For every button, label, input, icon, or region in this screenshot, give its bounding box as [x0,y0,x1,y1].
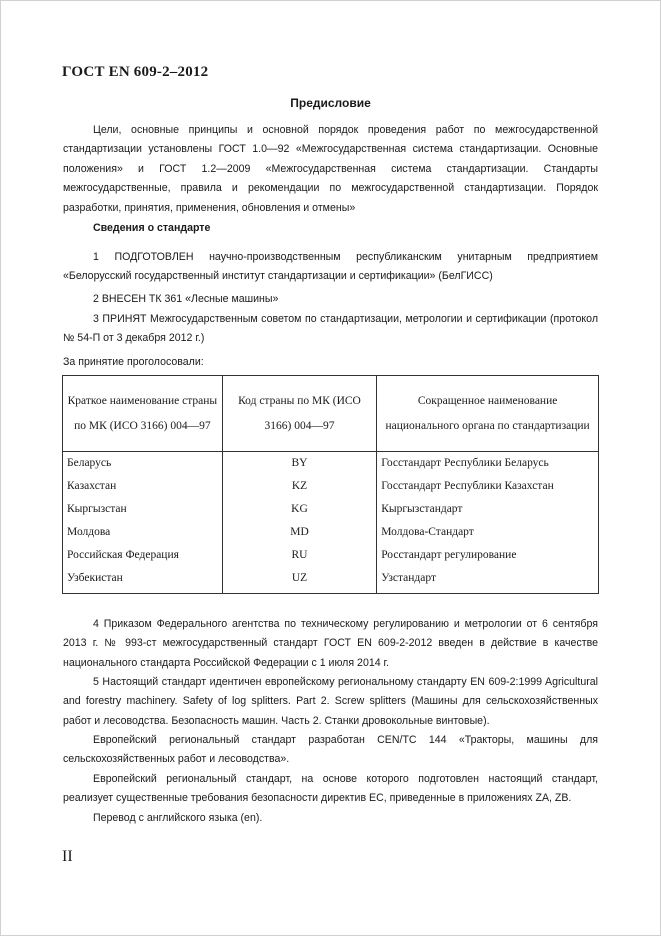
intro-paragraph: Цели, основные принципы и основной порядок проведения работ по межгосударственной стандартизации установлены ГОСТ 1.0—92 «Межгосударственная система стандартизации. Основные положения» и ГОСТ 1.2—2009 «Межгосударственная система стандартизации. Стандарты межгосударственные, правила и рекомендации по межгосударственной стандартизации. Порядок разработки, принятия, применения, обновления и отмены» [63,124,598,214]
table-row [63,544,599,567]
regional-standard-requirements: Европейский региональный стандарт, на основе которого подготовлен настоящий стандарт, реализует существенные требования безопасности директив ЕС, приведенные в приложениях ZA, ZB. [63,773,598,805]
voting-table [62,375,599,594]
country-cell: Российская Федерация [63,544,223,567]
item-1-prepared: 1 ПОДГОТОВЛЕН научно-производственным республиканским унитарным предприятием «Белорусский государственный институт стандартизации и сертификации» (БелГИСС) [63,251,598,283]
standard-code: ГОСТ EN 609-2–2012 [62,64,209,80]
header-country: Краткое наименование страны по МК (ИСО 3166) 004—97 [63,376,223,452]
translation-note: Перевод с английского языка (en). [93,812,263,824]
country-cell: Молдова [63,521,223,544]
item-2-submitted: 2 ВНЕСЕН ТК 361 «Лесные машины» [93,293,279,305]
table-row [63,475,599,498]
body-cell: Молдова-Стандарт [377,521,599,544]
code-cell: MD [222,521,376,544]
body-cell: Госстандарт Республики Беларусь [377,452,599,476]
header-code: Код страны по МК (ИСО 3166) 004—97 [222,376,376,452]
page-number: II [62,848,73,865]
code-cell: BY [222,452,376,476]
country-cell: Беларусь [63,452,223,476]
header-body: Сокращенное наименование национального органа по стандартизации [377,376,599,452]
table-row [63,452,599,476]
body-cell: Кыргызстандарт [377,498,599,521]
body-cell: Госстандарт Республики Казахстан [377,475,599,498]
item-4-order: 4 Приказом Федерального агентства по техническому регулированию и метрологии от 6 сентября 2013 г. № 993-ст межгосударственный стандарт ГОСТ EN 609-2-2012 введен в действие в качестве национального стандарта Российской Федерации с 1 июля 2014 г. [63,618,598,669]
table-header-row [63,376,599,452]
country-cell: Узбекистан [63,567,223,594]
item-3-adopted: 3 ПРИНЯТ Межгосударственным советом по стандартизации, метрологии и сертификации (протокол № 54-П от 3 декабря 2012 г.) [63,313,598,345]
body-cell: Узстандарт [377,567,599,594]
table-row [63,567,599,594]
code-cell: UZ [222,567,376,594]
vote-label: За принятие проголосовали: [63,356,204,368]
page-title: Предисловие [290,96,371,110]
item-5-identical: 5 Настоящий стандарт идентичен европейскому региональному стандарту EN 609-2:1999 Agricultural and forestry machinery. Safety of log splitters. Part 2. Screw splitters (Машины для сельскохозяйственных работ и лесоводства. Безопасность машин. Часть 2. Станки дровокольные винтовые). [63,676,598,727]
country-cell: Кыргызстан [63,498,223,521]
regional-standard-developer: Европейский региональный стандарт разработан CEN/TC 144 «Тракторы, машины для сельскохозяйственных работ и лесоводства». [63,734,598,766]
code-cell: KG [222,498,376,521]
code-cell: RU [222,544,376,567]
info-heading: Сведения о стандарте [93,222,211,234]
table-row [63,521,599,544]
country-cell: Казахстан [63,475,223,498]
code-cell: KZ [222,475,376,498]
body-cell: Росстандарт регулирование [377,544,599,567]
table-row [63,498,599,521]
